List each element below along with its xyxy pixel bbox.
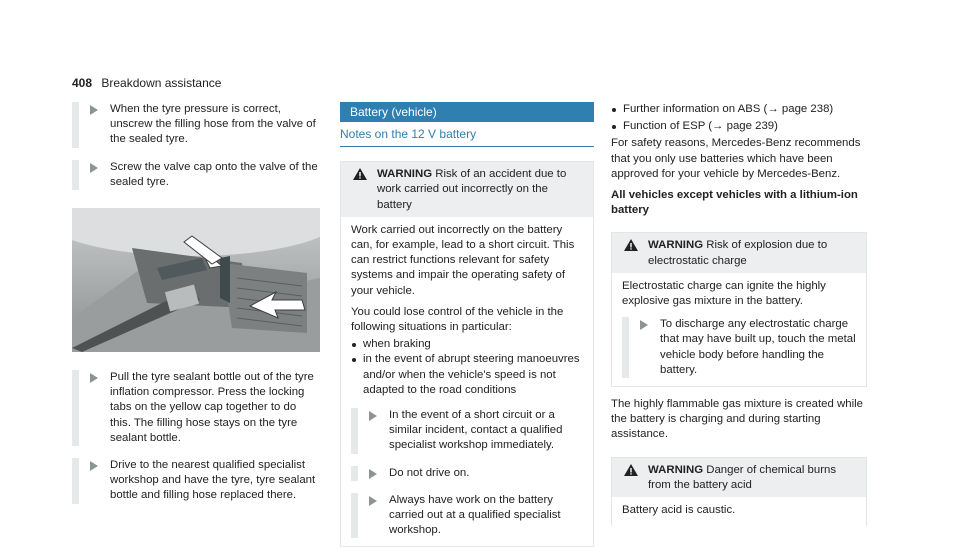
page-number: 408 — [72, 76, 93, 90]
step-text: Do not drive on. — [389, 466, 470, 479]
step-arrow-icon — [369, 469, 377, 479]
list-item: Function of ESP (→ page 239) — [611, 119, 867, 134]
list-item: when braking — [351, 337, 585, 352]
warning-box — [611, 457, 867, 527]
subheading: Notes on the 12 V battery — [340, 127, 594, 147]
warning-icon — [624, 239, 638, 251]
step-text: When the tyre pressure is correct, unscrew the filling hose from the valve of the sealed tyre. — [110, 103, 316, 146]
warning-paragraph: Work carried out incorrectly on the battery can, for example, lead to a short circuit. This can restrict functions relevant for safety systems and impair the operating safety of your vehicle. — [351, 223, 575, 297]
list-item: in the event of abrupt steering manoeuvres and/or when the vehicle's speed is not adapted to the road conditions — [351, 352, 585, 398]
step-arrow-icon — [90, 105, 98, 115]
step-text: Screw the valve cap onto the valve of the sealed tyre. — [110, 160, 318, 188]
warning-paragraph: You could lose control of the vehicle in the following situations in particular: — [351, 305, 564, 334]
instruction-step — [72, 458, 320, 504]
step-arrow-icon — [369, 411, 377, 421]
warning-title: Danger of chemical burns from the battery acid — [648, 463, 837, 491]
instruction-step — [72, 160, 320, 190]
warning-header — [612, 233, 866, 272]
warning-header — [341, 162, 593, 217]
warning-box — [340, 161, 594, 547]
step-text: In the event of a short circuit or a similar incident, contact a qualified specialist workshop immediately. — [389, 409, 563, 452]
warning-body — [612, 497, 866, 526]
column-2 — [340, 102, 594, 547]
bold-heading: All vehicles except vehicles with a lithium-ion battery — [611, 189, 858, 217]
warning-icon — [353, 168, 367, 180]
step-arrow-icon — [90, 163, 98, 173]
instruction-step — [351, 466, 585, 481]
paragraph: The highly flammable gas mixture is created while the battery is charging and during starting assistance. — [611, 398, 863, 441]
instruction-step — [351, 493, 585, 539]
warning-paragraph: Electrostatic charge can ignite the highly explosive gas mixture in the battery. — [622, 279, 826, 308]
warning-body — [341, 217, 593, 547]
page-header — [72, 76, 221, 91]
step-text: To discharge any electrostatic charge that may have built up, touch the metal vehicle body before handling the battery. — [660, 318, 856, 376]
compressor-illustration — [72, 208, 320, 352]
step-text: Drive to the nearest qualified specialist workshop and have the tyre, tyre sealant bottle and filling hose replaced there. — [110, 459, 316, 502]
warning-title: Risk of an accident due to work carried out incorrectly on the battery — [377, 168, 567, 211]
section-title: Breakdown assistance — [101, 76, 222, 90]
step-arrow-icon — [640, 320, 648, 330]
step-text: Always have work on the battery carried out at a qualified specialist workshop. — [389, 493, 561, 537]
step-text: Pull the tyre sealant bottle out of the tyre inflation compressor. Press the locking tabs on the yellow cap together to do this. The filling hose stays on the tyre sealant bottle. — [110, 371, 314, 444]
instruction-step — [351, 408, 585, 454]
instruction-step — [72, 370, 320, 446]
step-arrow-icon — [90, 461, 98, 471]
list-item: Further information on ABS (→ page 238) — [611, 102, 867, 117]
section-heading-bar: Battery (vehicle) — [340, 102, 594, 122]
warning-header — [612, 458, 866, 497]
warning-icon — [624, 464, 638, 476]
warning-box — [611, 232, 867, 387]
compressor-photo — [72, 208, 320, 352]
warning-body — [612, 273, 866, 386]
instruction-step — [622, 317, 858, 378]
warning-paragraph: Battery acid is caustic. — [622, 504, 736, 517]
step-arrow-icon — [369, 496, 377, 506]
warning-label: WARNING — [377, 168, 433, 181]
column-3 — [611, 102, 867, 526]
step-arrow-icon — [90, 373, 98, 383]
instruction-step — [72, 102, 320, 148]
warning-title: Risk of explosion due to electrostatic charge — [648, 239, 828, 267]
warning-label: WARNING — [648, 239, 704, 252]
column-1 — [72, 102, 320, 516]
warning-label: WARNING — [648, 463, 704, 476]
paragraph: For safety reasons, Mercedes-Benz recommends that you only use batteries which have been approved for your vehicle by Mercedes-Benz. — [611, 137, 861, 180]
